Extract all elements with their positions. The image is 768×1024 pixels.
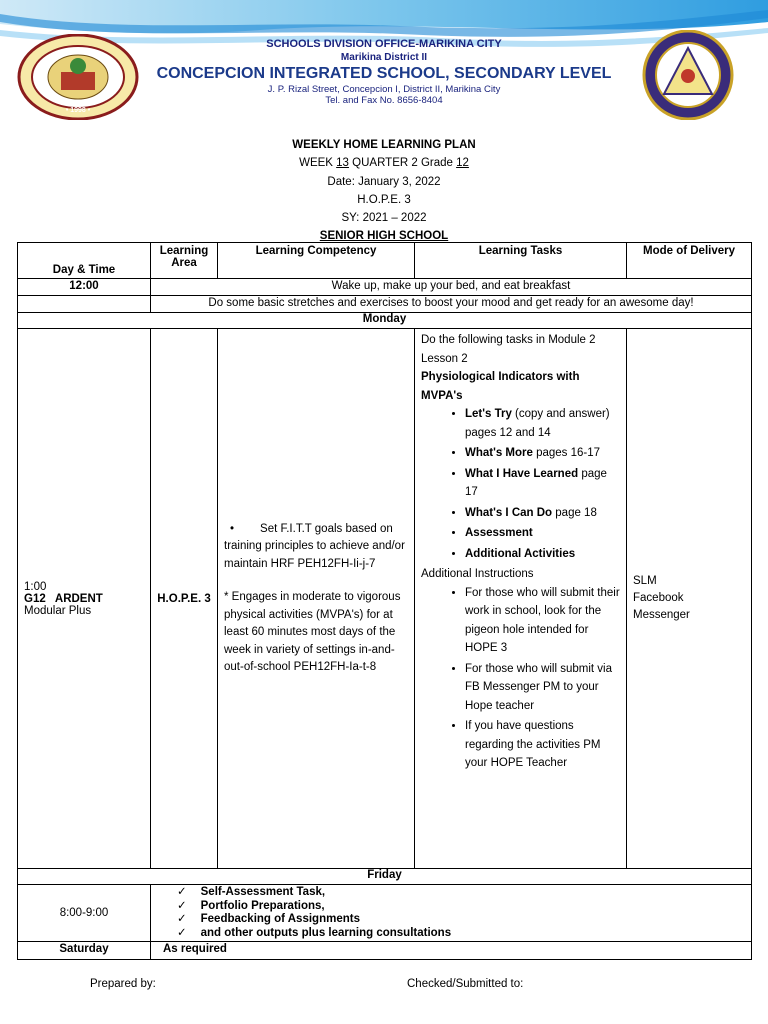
table-row	[18, 279, 752, 296]
friday-row	[18, 885, 752, 942]
school-contact: Tel. and Fax No. 8656-8404	[325, 95, 443, 106]
school-year: SY: 2021 – 2022	[341, 212, 427, 224]
list-item: • What's More pages 16-17	[465, 444, 620, 463]
module-task-list	[421, 405, 620, 563]
header-day-time: Day & Time	[18, 243, 151, 279]
competency-mvpa: * Engages in moderate to vigorous physical activities (MVPA's) for at least 60 minutes most days of the week in variety of settings in-and-out-of-school PEH12FH-Ia-t-8	[224, 591, 401, 673]
plan-subject: H.O.P.E. 3	[357, 194, 411, 206]
checked-submitted-label: Checked/Submitted to:	[407, 978, 524, 990]
school-name: CONCEPCION INTEGRATED SCHOOL, SECONDARY LEVEL	[156, 65, 612, 82]
list-item: • If you have questions regarding the activities PM your HOPE Teacher	[465, 717, 620, 773]
monday-tasks-cell	[415, 329, 627, 869]
delivery-facebook: Facebook	[633, 592, 684, 604]
monday-time: 1:00	[24, 580, 47, 593]
quarter-text: QUARTER 2 Grade	[348, 157, 457, 169]
saturday-value: As required	[151, 942, 752, 960]
monday-learning-area: H.O.P.E. 3	[151, 329, 218, 869]
list-item: • For those who will submit their work in school, look for the pigeon hole intended for HOPE 3	[465, 584, 620, 658]
instructions-list	[421, 584, 620, 773]
prepared-by-label: Prepared by:	[90, 978, 156, 990]
district-name: Marikina District II	[340, 52, 428, 63]
monday-competency-cell: • Set F.I.T.T goals based on training principles to achieve and/or maintain HRF PEH12FH-Ii-j-7 * Engages in moderate to vigorous physical activities (MVPA's) for at least 60 minutes most days of the week in variety of settings in-and-out-of-school PEH12FH-Ia-t-8	[218, 329, 415, 869]
monday-modality: Modular Plus	[24, 604, 92, 617]
school-header	[0, 38, 768, 106]
monday-section-row	[18, 313, 752, 329]
tasks-intro: Do the following tasks in Module 2 Lesson 2	[421, 334, 596, 365]
plan-heading: WEEKLY HOME LEARNING PLAN	[292, 139, 476, 151]
list-item: • Let's Try (copy and answer) pages 12 and 14	[465, 405, 620, 442]
table-header-row	[18, 243, 752, 279]
header-mode-of-delivery: Mode of Delivery	[627, 243, 752, 279]
tasks-lesson-title: Physiological Indicators with MVPA's	[421, 371, 580, 402]
list-item: • For those who will submit via FB Messenger PM to your Hope teacher	[465, 660, 620, 716]
list-item: ✓ Feedbacking of Assignments	[177, 913, 745, 927]
learning-plan-table	[17, 242, 752, 960]
delivery-slm: SLM	[633, 575, 657, 587]
table-row	[18, 296, 752, 313]
monday-delivery-cell	[627, 329, 752, 869]
list-item: • What's I Can Do page 18	[465, 504, 620, 523]
friday-tasks-cell	[151, 885, 752, 942]
grade-number: 12	[456, 157, 469, 169]
header-learning-area: Learning Area	[151, 243, 218, 279]
list-item: • What I Have Learned page 17	[465, 465, 620, 502]
list-item: • Assessment	[465, 524, 620, 543]
monday-label: Monday	[18, 313, 752, 329]
list-item: ✓ Self-Assessment Task,	[177, 886, 745, 900]
list-item: ✓ and other outputs plus learning consultations	[177, 927, 745, 941]
saturday-label: Saturday	[18, 942, 151, 960]
saturday-row	[18, 942, 752, 960]
plan-date: Date: January 3, 2022	[327, 176, 441, 188]
delivery-messenger: Messenger	[633, 609, 690, 621]
additional-instructions-label: Additional Instructions	[421, 568, 534, 580]
friday-section-row	[18, 869, 752, 885]
list-item: • Additional Activities	[465, 545, 620, 564]
stretch-task: Do some basic stretches and exercises to boost your mood and get ready for an awesome day!	[151, 296, 752, 313]
week-number: 13	[336, 157, 349, 169]
friday-label: Friday	[18, 869, 752, 885]
noon-task: Wake up, make up your bed, and eat breakfast	[151, 279, 752, 296]
friday-checklist	[157, 886, 745, 940]
monday-time-cell	[18, 329, 151, 869]
competency-fitt: Set F.I.T.T goals based on training principles to achieve and/or maintain HRF PEH12FH-Ii-j-7	[224, 522, 405, 570]
week-quarter-line	[0, 157, 768, 169]
week-prefix: WEEK	[299, 157, 337, 169]
monday-section: G12 ARDENT	[24, 592, 103, 605]
svg-text:• 1998 •: • 1998 •	[65, 107, 91, 114]
header-learning-tasks: Learning Tasks	[415, 243, 627, 279]
division-name: SCHOOLS DIVISION OFFICE-MARIKINA CITY	[266, 38, 502, 50]
monday-row	[18, 329, 752, 869]
school-address: J. P. Rizal Street, Concepcion I, District II, Marikina City	[267, 84, 501, 95]
noon-time: 12:00	[18, 279, 151, 296]
header-learning-competency: Learning Competency	[218, 243, 415, 279]
list-item: ✓ Portfolio Preparations,	[177, 900, 745, 914]
school-level: SENIOR HIGH SCHOOL	[319, 230, 449, 242]
friday-time: 8:00-9:00	[18, 885, 151, 942]
